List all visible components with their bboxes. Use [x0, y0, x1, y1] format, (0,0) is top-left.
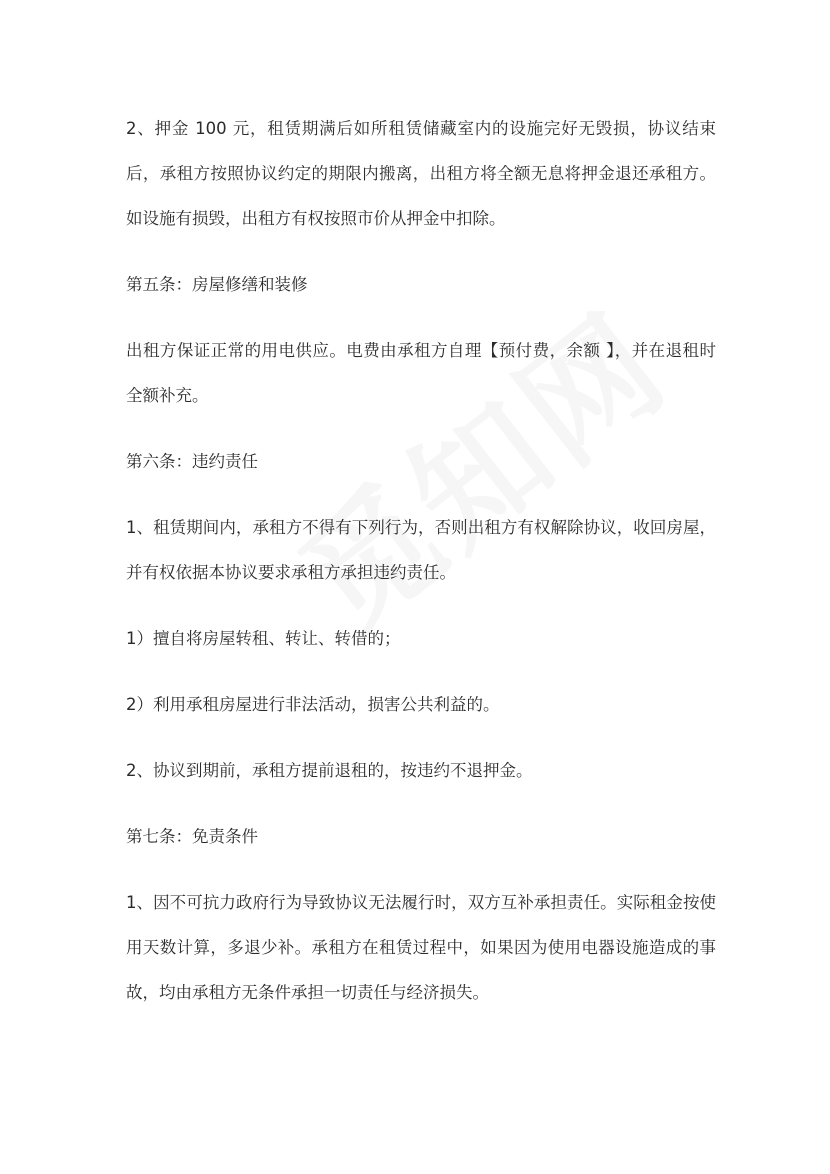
list-item-illegal-use: 2）利用承租房屋进行非法活动，损害公共利益的。	[126, 695, 500, 714]
document-body	[126, 106, 716, 1015]
paragraph-prohibited-acts: 1、租赁期间内，承租方不得有下列行为，否则出租方有权解除协议，收回房屋，并有权依据本协议要求承租方承担违约责任。	[126, 518, 716, 582]
heading-article-5: 第五条：房屋修缮和装修	[126, 275, 308, 294]
list-item-sublet: 1）擅自将房屋转租、转让、转借的；	[126, 629, 401, 648]
heading-article-7: 第七条：免责条件	[126, 827, 258, 846]
paragraph-force-majeure: 1、因不可抗力政府行为导致协议无法履行时，双方互补承担责任。实际租金按使用天数计算，多退少补。承租方在租赁过程中，如果因为使用电器设施造成的事故，均由承租方无条件承担一切责任与经济损失。	[126, 893, 716, 1002]
paragraph-electricity: 出租方保证正常的用电供应。电费由承租方自理【预付费，余额 】，并在退租时全额补充。	[126, 341, 716, 405]
paragraph-early-termination: 2、协议到期前，承租方提前退租的，按违约不退押金。	[126, 761, 533, 780]
heading-article-6: 第六条：违约责任	[126, 452, 258, 471]
paragraph-deposit: 2、押金 100 元，租赁期满后如所租赁储藏室内的设施完好无毁损，协议结束后，承租方按照协议约定的期限内搬离，出租方将全额无息将押金退还承租方。如设施有损毁，出租方有权按照市价从押金中扣除。	[126, 119, 716, 228]
